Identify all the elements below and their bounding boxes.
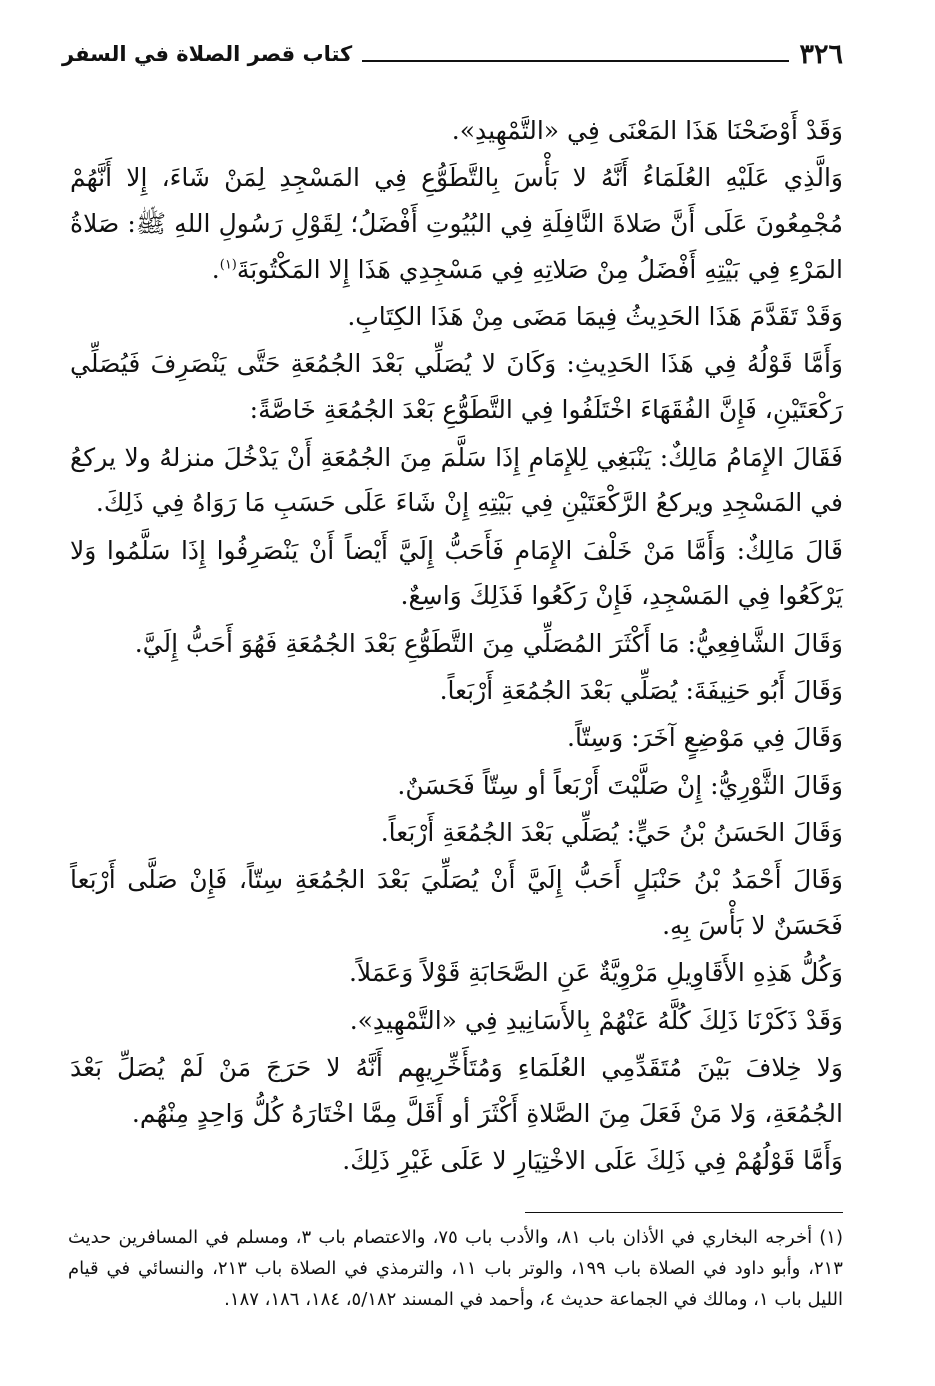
header-rule (362, 60, 789, 62)
footnote: (١) أخرجه البخاري في الأذان باب ٨١، والأدب باب ٧٥، والاعتصام باب ٣، ومسلم في المسافرين حديث ٢١٣، وأبو داود في الصلاة باب ١٩٩، والوتر باب ١١، والترمذي في الصلاة باب ٢١٣، والنسائي في قيام الليل باب ١، ومالك في الجماعة حديث ٤، وأحمد في المسند ٥/١٨٢، ١٨٤، ١٨٦، ١٨٧. (68, 1227, 843, 1310)
paragraph: وَأَمَّا قَوْلُهُ فِي هَذَا الحَدِيثِ: وَكَانَ لا يُصَلِّي بَعْدَ الجُمُعَةِ حَتَّى يَنْصَرِفَ فَيُصَلِّي رَكْعَتَيْنِ، فَإِنَّ الفُقَهَاءَ اخْتَلَفُوا فِي التَّطَوُّعِ بَعْدَ الجُمُعَةِ خَاصَّةً: (70, 349, 843, 425)
paragraph: وَقَالَ فِي مَوْضِعٍ آخَرَ: وَسِتّاً. (567, 723, 843, 753)
paragraph-with-footnote: وَالَّذِي عَلَيْهِ العُلَمَاءُ أَنَّهُ لا بَأْسَ بِالتَّطَوُّعِ فِي المَسْجِدِ لِمَنْ شَاءَ، إِلا أَنَّهُمْ مُجْمِعُونَ عَلَى أَنَّ صَلاةَ النَّافِلَةِ فِي البُيُوتِ أَفْضَلُ؛ لِقَوْلِ رَسُولِ اللهِ ﷺ: صَلاةُ المَرْءِ فِي بَيْتِهِ أَفْضَلُ مِنْ صَلاتِهِ فِي مَسْجِدِي هَذَا إِلا المَكْتُوبَةَ$^{(١)}$. (70, 163, 843, 284)
paragraph: قَالَ مَالِكٌ: وَأَمَّا مَنْ خَلْفَ الإِمَامِ فَأَحَبُّ إِلَيَّ أَيْضاً أَنْ يَنْصَرِفُوا إِذَا سَلَّمُوا وَلا يَرْكَعُوا فِي المَسْجِدِ، فَإِنْ رَكَعُوا فَذَلِكَ وَاسِعٌ. (70, 535, 844, 611)
page-number: ٣٢٦ (799, 38, 843, 70)
paragraph: وَكُلُّ هَذِهِ الأَقَاوِيلِ مَرْوِيَّةٌ عَنِ الصَّحَابَةِ قَوْلاً وَعَمَلاً. (348, 958, 843, 988)
footnote-marker: (١) (219, 257, 237, 273)
paragraph: فَقَالَ الإِمَامُ مَالِكٌ: يَنْبَغِي لِلإِمَامِ إِذَا سَلَّمَ مِنَ الجُمُعَةِ أَنْ يَدْخُلَ منزلهُ ولا يركعُ في المَسْجِدِ ويركعُ الرَّكْعَتَيْنِ فِي بَيْتِهِ إِنْ شَاءَ عَلَى حَسَبِ مَا رَوَاهُ فِي ذَلِكَ. (70, 442, 843, 518)
paragraph: وَقَدْ ذَكَرْنَا ذَلِكَ كُلَّهُ عَنْهُمْ بِالأَسَانِيدِ فِي «التَّمْهِيدِ». (349, 1005, 843, 1035)
paragraph: وَقَالَ أَبُو حَنِيفَةَ: يُصَلِّي بَعْدَ الجُمُعَةِ أَرْبَعاً. (439, 676, 843, 706)
paragraph: وَقَدْ تَقَدَّمَ هَذَا الحَدِيثُ فِيمَا مَضَى مِنْ هَذَا الكِتَابِ. (347, 302, 843, 332)
paragraph: وَقَدْ أَوْضَحْنَا هَذَا المَعْنَى فِي «التَّمْهِيدِ». (451, 116, 843, 145)
main-text (70, 108, 843, 1185)
running-title: كتاب قصر الصلاة في السفر (62, 42, 353, 66)
paragraph: وَأَمَّا قَوْلُهُمْ فِي ذَلِكَ عَلَى الاخْتِيَارِ لا عَلَى غَيْرِ ذَلِكَ. (342, 1146, 843, 1176)
paragraph: وَلا خِلافَ بَيْنَ مُتَقَدِّمِي العُلَمَاءِ وَمُتَأَخِّرِيهِم أَنَّهُ لا حَرَجَ مَنْ لَمْ يُصَلِّ بَعْدَ الجُمُعَةِ، وَلا مَنْ فَعَلَ مِنَ الصَّلاةِ أَكْثَرَ أو أَقَلَّ مِمَّا اخْتَارَهُ كُلُّ وَاحِدٍ مِنْهُم. (70, 1052, 843, 1128)
page-header (62, 34, 843, 74)
footnote-separator (525, 1212, 843, 1213)
paragraph: وَقَالَ الحَسَنُ بْنُ حَيٍّ: يُصَلِّي بَعْدَ الجُمُعَةِ أَرْبَعاً. (380, 817, 843, 847)
paragraph: وَقَالَ الثَّوْرِيُّ: إِنْ صَلَّيْتَ أَرْبَعاً أو سِتّاً فَحَسَنٌ. (397, 770, 843, 800)
paragraph: وَقَالَ الشَّافِعِيُّ: مَا أَكْثَرَ المُصَلِّي مِنَ التَّطَوُّعِ بَعْدَ الجُمُعَةِ فَهُوَ أَحَبُّ إِلَيَّ. (134, 628, 843, 658)
paragraph-text: وَالَّذِي عَلَيْهِ العُلَمَاءُ أَنَّهُ لا بَأْسَ بِالتَّطَوُّعِ فِي المَسْجِدِ لِمَنْ شَاءَ، إِلا أَنَّهُمْ مُجْمِعُونَ عَلَى أَنَّ صَلاةَ النَّافِلَةِ فِي البُيُوتِ أَفْضَلُ؛ لِقَوْلِ رَسُولِ اللهِ ﷺ: صَلاةُ المَرْءِ فِي بَيْتِهِ أَفْضَلُ مِنْ صَلاتِهِ فِي مَسْجِدِي هَذَا إِلا المَكْتُوبَةَ (70, 163, 843, 284)
paragraph: وَقَالَ أَحْمَدُ بْنُ حَنْبَلٍ أَحَبُّ إِلَيَّ أَنْ يُصَلِّيَ بَعْدَ الجُمُعَةِ سِتّاً، فَإِنْ صَلَّى أَرْبَعاً فَحَسَنٌ لا بَأْسَ بِهِ. (70, 865, 843, 941)
